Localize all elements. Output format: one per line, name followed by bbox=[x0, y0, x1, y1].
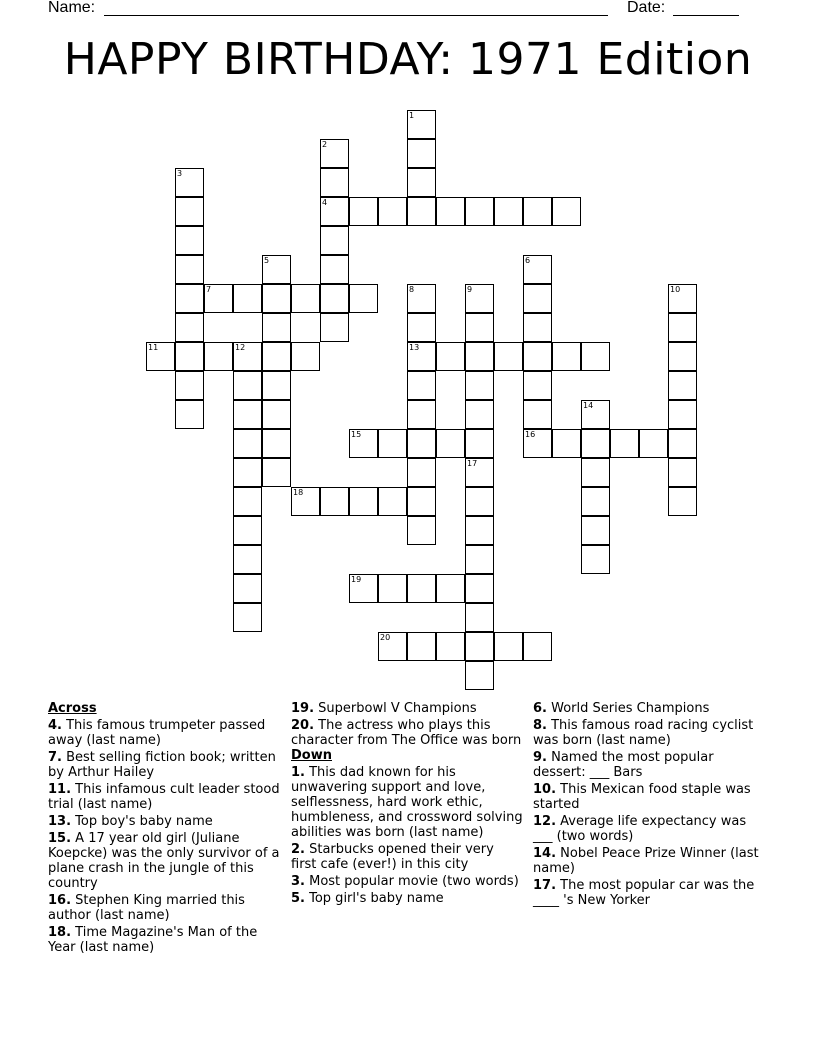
clue-across-7: 7. Best selling fiction book; written by Arthur Hailey bbox=[48, 750, 276, 780]
crossword-cell[interactable] bbox=[233, 487, 262, 516]
crossword-cell[interactable] bbox=[668, 429, 697, 458]
clue-down-2: 2. Starbucks opened their very first cafe (ever!) in this city bbox=[291, 842, 494, 872]
crossword-cell[interactable] bbox=[349, 574, 378, 603]
down-heading: Down bbox=[291, 748, 332, 763]
crossword-cell[interactable] bbox=[436, 429, 465, 458]
crossword-cell[interactable] bbox=[407, 197, 436, 226]
crossword-cell[interactable] bbox=[668, 400, 697, 429]
crossword-cell[interactable] bbox=[262, 371, 291, 400]
crossword-cell[interactable] bbox=[552, 197, 581, 226]
crossword-cell[interactable] bbox=[262, 284, 291, 313]
crossword-cell[interactable] bbox=[465, 632, 494, 661]
clue-number: 18 bbox=[293, 488, 304, 497]
crossword-cell[interactable] bbox=[262, 313, 291, 342]
crossword-cell[interactable] bbox=[465, 342, 494, 371]
crossword-cell[interactable] bbox=[407, 487, 436, 516]
crossword-cell[interactable] bbox=[465, 661, 494, 690]
crossword-cell[interactable] bbox=[668, 458, 697, 487]
crossword-cell[interactable] bbox=[407, 313, 436, 342]
clue-number: 19 bbox=[351, 575, 362, 584]
crossword-cell[interactable] bbox=[407, 458, 436, 487]
crossword-cell[interactable] bbox=[407, 516, 436, 545]
crossword-cell[interactable] bbox=[465, 516, 494, 545]
crossword-cell[interactable] bbox=[465, 603, 494, 632]
clue-number: 10 bbox=[670, 285, 681, 294]
crossword-cell[interactable] bbox=[581, 545, 610, 574]
crossword-cell[interactable] bbox=[436, 632, 465, 661]
clue-number: 11 bbox=[148, 343, 159, 352]
clues-column-3 bbox=[533, 701, 765, 908]
crossword-cell[interactable] bbox=[233, 284, 262, 313]
crossword-cell[interactable] bbox=[349, 429, 378, 458]
clue-down-12: 12. Average life expectancy was ___ (two words) bbox=[533, 814, 747, 844]
clue-number: 16 bbox=[525, 430, 536, 439]
clue-number: 9 bbox=[467, 285, 473, 294]
crossword-cell[interactable] bbox=[233, 342, 262, 371]
crossword-cell[interactable] bbox=[320, 255, 349, 284]
crossword-cell[interactable] bbox=[233, 603, 262, 632]
crossword-cell[interactable] bbox=[523, 255, 552, 284]
crossword-cell[interactable] bbox=[668, 342, 697, 371]
crossword-cell[interactable] bbox=[668, 284, 697, 313]
crossword-cell[interactable] bbox=[523, 429, 552, 458]
crossword-cell[interactable] bbox=[291, 342, 320, 371]
crossword-cell[interactable] bbox=[494, 632, 523, 661]
crossword-cell[interactable] bbox=[581, 487, 610, 516]
clue-across-15: 15. A 17 year old girl (Juliane Koepcke) was the only survivor of a plane crash in the jungle of this country bbox=[48, 831, 280, 891]
name-label: Name: bbox=[48, 0, 96, 16]
crossword-cell[interactable] bbox=[378, 487, 407, 516]
crossword-cell[interactable] bbox=[523, 632, 552, 661]
crossword-cell[interactable] bbox=[523, 284, 552, 313]
crossword-cell[interactable] bbox=[407, 371, 436, 400]
crossword-cell[interactable] bbox=[175, 400, 204, 429]
crossword-cell[interactable] bbox=[523, 313, 552, 342]
clue-number: 14 bbox=[583, 401, 594, 410]
crossword-cell[interactable] bbox=[233, 458, 262, 487]
crossword-cell[interactable] bbox=[175, 342, 204, 371]
crossword-cell[interactable] bbox=[146, 342, 175, 371]
crossword-cell[interactable] bbox=[320, 284, 349, 313]
crossword-cell[interactable] bbox=[639, 429, 668, 458]
crossword-cell[interactable] bbox=[465, 458, 494, 487]
clue-down-3: 3. Most popular movie (two words) bbox=[291, 874, 519, 889]
crossword-cell[interactable] bbox=[262, 342, 291, 371]
crossword-cell[interactable] bbox=[233, 574, 262, 603]
crossword-cell[interactable] bbox=[262, 255, 291, 284]
crossword-cell[interactable] bbox=[407, 632, 436, 661]
crossword-cell[interactable] bbox=[320, 487, 349, 516]
crossword-cell[interactable] bbox=[378, 197, 407, 226]
crossword-cell[interactable] bbox=[175, 371, 204, 400]
crossword-cell[interactable] bbox=[465, 197, 494, 226]
crossword-cell[interactable] bbox=[407, 342, 436, 371]
crossword-cell[interactable] bbox=[552, 429, 581, 458]
crossword-cell[interactable] bbox=[175, 284, 204, 313]
crossword-cell[interactable] bbox=[378, 429, 407, 458]
crossword-cell[interactable] bbox=[523, 400, 552, 429]
crossword-cell[interactable] bbox=[233, 429, 262, 458]
clue-across-11: 11. This infamous cult leader stood trial (last name) bbox=[48, 782, 280, 812]
clue-number: 3 bbox=[177, 169, 183, 178]
crossword-cell[interactable] bbox=[349, 197, 378, 226]
clue-down-14: 14. Nobel Peace Prize Winner (last name) bbox=[533, 846, 759, 876]
clues-column-1 bbox=[48, 701, 280, 955]
clue-number: 20 bbox=[380, 633, 391, 642]
crossword-cell[interactable] bbox=[523, 197, 552, 226]
crossword-cell[interactable] bbox=[233, 400, 262, 429]
crossword-cell[interactable] bbox=[175, 313, 204, 342]
crossword-cell[interactable] bbox=[378, 574, 407, 603]
clue-down-1: 1. This dad known for his unwavering support and love, selflessness, hard work ethic, humbleness, and crossword solving abilities was born (last name) bbox=[291, 765, 523, 840]
crossword-cell[interactable] bbox=[320, 226, 349, 255]
crossword-cell[interactable] bbox=[291, 487, 320, 516]
clue-down-10: 10. This Mexican food staple was started bbox=[533, 782, 751, 812]
crossword-cell[interactable] bbox=[581, 429, 610, 458]
clue-number: 13 bbox=[409, 343, 420, 352]
crossword-cell[interactable] bbox=[523, 371, 552, 400]
crossword-cell[interactable] bbox=[494, 197, 523, 226]
clue-number: 5 bbox=[264, 256, 270, 265]
crossword-cell[interactable] bbox=[262, 400, 291, 429]
crossword-cell[interactable] bbox=[175, 226, 204, 255]
crossword-cell[interactable] bbox=[465, 400, 494, 429]
clue-across-18: 18. Time Magazine's Man of the Year (last name) bbox=[48, 925, 258, 955]
clue-number: 8 bbox=[409, 285, 415, 294]
crossword-cell[interactable] bbox=[233, 371, 262, 400]
clue-number: 4 bbox=[322, 198, 328, 207]
crossword-cell[interactable] bbox=[523, 342, 552, 371]
crossword-cell[interactable] bbox=[581, 342, 610, 371]
crossword-cell[interactable] bbox=[320, 139, 349, 168]
crossword-cell[interactable] bbox=[407, 139, 436, 168]
crossword-cell[interactable] bbox=[320, 313, 349, 342]
crossword-cell[interactable] bbox=[233, 516, 262, 545]
crossword-cell[interactable] bbox=[668, 371, 697, 400]
clue-across-13: 13. Top boy's baby name bbox=[48, 814, 213, 829]
crossword-cell[interactable] bbox=[204, 284, 233, 313]
clue-number: 2 bbox=[322, 140, 328, 149]
clue-down-5: 5. Top girl's baby name bbox=[291, 891, 444, 906]
crossword-cell[interactable] bbox=[465, 313, 494, 342]
crossword-cell[interactable] bbox=[175, 197, 204, 226]
crossword-cell[interactable] bbox=[407, 400, 436, 429]
crossword-cell[interactable] bbox=[407, 284, 436, 313]
crossword-cell[interactable] bbox=[349, 284, 378, 313]
crossword-cell[interactable] bbox=[407, 110, 436, 139]
clues-column-2 bbox=[291, 701, 523, 906]
clue-down-8: 8. This famous road racing cyclist was born (last name) bbox=[533, 718, 754, 748]
clue-number: 12 bbox=[235, 343, 246, 352]
crossword-cell[interactable] bbox=[610, 429, 639, 458]
crossword-cell[interactable] bbox=[349, 487, 378, 516]
crossword-cell[interactable] bbox=[581, 400, 610, 429]
crossword-cell[interactable] bbox=[175, 255, 204, 284]
clue-across-19: 19. Superbowl V Champions bbox=[291, 701, 477, 716]
clue-number: 17 bbox=[467, 459, 478, 468]
crossword-cell[interactable] bbox=[320, 168, 349, 197]
clue-number: 1 bbox=[409, 111, 415, 120]
crossword-cell[interactable] bbox=[465, 284, 494, 313]
crossword-cell[interactable] bbox=[262, 429, 291, 458]
clue-number: 15 bbox=[351, 430, 362, 439]
crossword-cell[interactable] bbox=[436, 574, 465, 603]
date-label: Date: bbox=[627, 0, 666, 16]
clue-down-9: 9. Named the most popular dessert: ___ Bars bbox=[533, 750, 714, 780]
crossword-cell[interactable] bbox=[668, 487, 697, 516]
clue-number: 6 bbox=[525, 256, 531, 265]
crossword-cell[interactable] bbox=[204, 342, 233, 371]
crossword-cell[interactable] bbox=[175, 168, 204, 197]
crossword-cell[interactable] bbox=[320, 197, 349, 226]
clue-number: 7 bbox=[206, 285, 212, 294]
clue-down-6: 6. World Series Champions bbox=[533, 701, 710, 716]
crossword-cell[interactable] bbox=[465, 371, 494, 400]
page-title: HAPPY BIRTHDAY: 1971 Edition bbox=[63, 34, 753, 85]
crossword-cell[interactable] bbox=[668, 313, 697, 342]
crossword-cell[interactable] bbox=[378, 632, 407, 661]
crossword-cell[interactable] bbox=[581, 458, 610, 487]
crossword-cell[interactable] bbox=[436, 342, 465, 371]
crossword-cell[interactable] bbox=[291, 284, 320, 313]
clue-down-17: 17. The most popular car was the ____ 's New Yorker bbox=[533, 878, 755, 908]
crossword-cell[interactable] bbox=[465, 429, 494, 458]
crossword-cell[interactable] bbox=[436, 197, 465, 226]
across-heading: Across bbox=[48, 701, 97, 716]
crossword-cell[interactable] bbox=[407, 429, 436, 458]
crossword-cell[interactable] bbox=[407, 574, 436, 603]
crossword-cell[interactable] bbox=[552, 342, 581, 371]
crossword-cell[interactable] bbox=[407, 168, 436, 197]
crossword-cell[interactable] bbox=[465, 574, 494, 603]
crossword-cell[interactable] bbox=[233, 545, 262, 574]
clue-across-20: 20. The actress who plays this character from The Office was born bbox=[291, 718, 522, 748]
crossword-cell[interactable] bbox=[494, 342, 523, 371]
clue-across-16: 16. Stephen King married this author (last name) bbox=[48, 893, 245, 923]
crossword-cell[interactable] bbox=[465, 487, 494, 516]
clue-across-4: 4. This famous trumpeter passed away (last name) bbox=[48, 718, 266, 748]
crossword-cell[interactable] bbox=[581, 516, 610, 545]
crossword-cell[interactable] bbox=[465, 545, 494, 574]
crossword-cell[interactable] bbox=[262, 458, 291, 487]
